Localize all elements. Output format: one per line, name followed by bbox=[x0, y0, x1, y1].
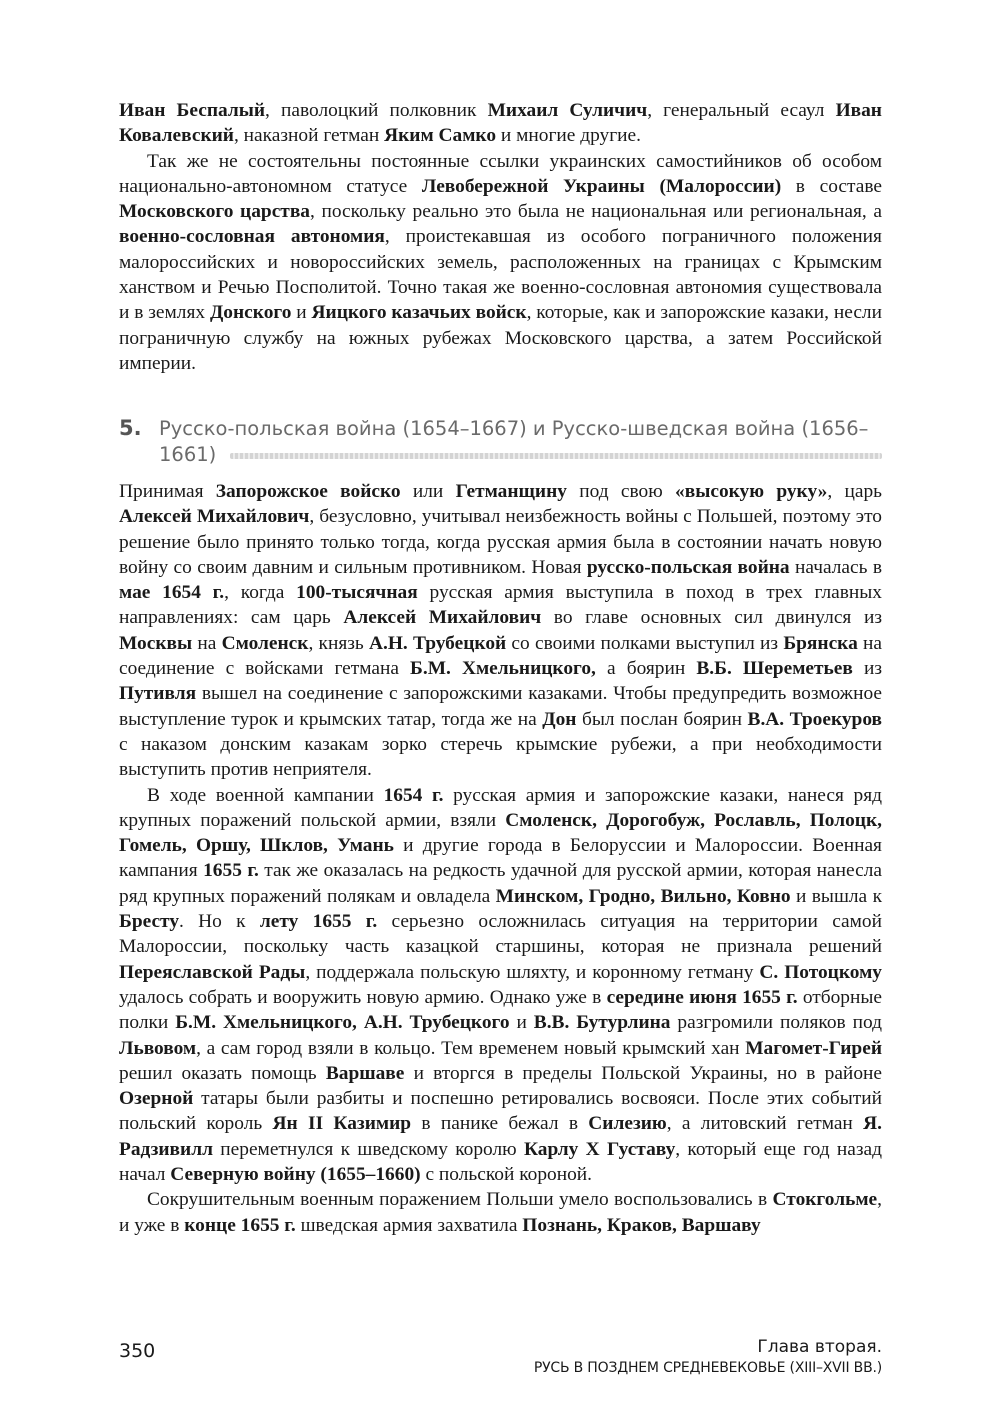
section-heading-line-1 bbox=[119, 415, 882, 442]
bold-term: лету 1655 г. bbox=[259, 911, 378, 933]
bold-term: Ян II Казимир bbox=[272, 1113, 412, 1135]
bold-term: мае 1654 г. bbox=[119, 582, 225, 604]
text-run: , царь bbox=[827, 481, 883, 502]
bold-term: Иван Ковалевский bbox=[119, 100, 882, 147]
bold-term: Дон bbox=[542, 708, 577, 730]
bold-term: Озерной bbox=[119, 1088, 194, 1110]
text-run: на соединение с войсками гетмана bbox=[119, 632, 882, 680]
text-run: , князь bbox=[308, 632, 369, 654]
bold-term: Алексей Михайлович bbox=[119, 506, 310, 528]
text-run: русская армия выступила в поход в трех главных направлениях: сам царь bbox=[119, 582, 882, 629]
text-run: русская армия и запорожские казаки, нанеся ряд крупных поражений польской армии, взяли bbox=[119, 784, 883, 831]
bold-term: Северную войну (1655–1660) bbox=[170, 1164, 421, 1186]
text-run: , проистекавшая из особого пограничного положения малороссийских и новороссийских земель, расположенных на границах с Крымским ханством и Речью Посполитой. Точно такая же военно-сословная автономия существовала и в землях bbox=[119, 226, 882, 324]
text-run: на bbox=[192, 632, 222, 654]
bold-term: Б.М. Хмельницкого, А.Н. Трубецкого bbox=[175, 1012, 510, 1034]
bold-term: конце 1655 г. bbox=[184, 1214, 296, 1236]
bold-term: Москвы bbox=[119, 632, 193, 654]
text-run: под свою bbox=[566, 481, 676, 502]
text-run: , а литовский гетман bbox=[666, 1113, 864, 1135]
bold-term: Б.М. Хмельницкого, bbox=[410, 658, 596, 680]
bold-term: Я. Радзивилл bbox=[119, 1113, 882, 1160]
text-run: переметнулся к шведскому королю bbox=[212, 1138, 524, 1160]
text-run: В ходе военной кампании bbox=[147, 784, 384, 806]
text-run: из bbox=[852, 658, 883, 680]
text-run: татары были разбиты и поспешно ретировались восвояси. После этих событий польский король bbox=[119, 1088, 882, 1135]
bold-term: Донского bbox=[209, 302, 292, 324]
bold-term: Гетманщину bbox=[455, 481, 567, 502]
text-run: , а сам город взяли в кольцо. Тем временем новый крымский хан bbox=[196, 1037, 746, 1059]
text-run: решил оказать помощь bbox=[119, 1062, 326, 1084]
heading-rule bbox=[230, 453, 882, 459]
paragraph bbox=[119, 149, 882, 377]
footer-chapter: Глава вторая. bbox=[757, 1337, 882, 1357]
bold-term: Брянска bbox=[783, 632, 858, 654]
bold-term: Смоленск bbox=[221, 632, 309, 654]
text-run: и bbox=[291, 302, 312, 324]
text-block-main bbox=[119, 479, 882, 1238]
text-run: и bbox=[509, 1012, 534, 1034]
bold-term: Переяславской Рады bbox=[119, 961, 306, 983]
text-block-top bbox=[119, 98, 882, 376]
text-run: во главе основных сил двинулся из bbox=[541, 607, 882, 629]
bold-term: Магомет-Гирей bbox=[745, 1037, 882, 1059]
bold-term: Яицкого казачьих войск bbox=[311, 302, 527, 324]
bold-term: Путивля bbox=[119, 683, 197, 705]
bold-term: «высокую руку» bbox=[675, 481, 828, 502]
bold-term: Михаил Суличич bbox=[487, 100, 648, 121]
text-run: , безусловно, учитывал неизбежность войны с Польшей, поэтому это решение было принято только тогда, когда русская армия была в состоянии начать новую войну со своим давним и сильным противником. Новая bbox=[119, 506, 882, 578]
text-run: разгромили поляков под bbox=[670, 1012, 882, 1034]
text-run: Принимая bbox=[119, 481, 216, 502]
paragraph bbox=[119, 98, 882, 149]
section-number: 5. bbox=[119, 416, 142, 440]
paragraph bbox=[119, 1187, 882, 1238]
bold-term: Силезию bbox=[588, 1113, 667, 1135]
text-run: . Но к bbox=[179, 911, 260, 933]
text-run: и другие города в Белоруссии и Малороссии. Военная кампания bbox=[119, 835, 882, 882]
bold-term: Яким Самко bbox=[384, 125, 497, 147]
text-run: и многие другие. bbox=[496, 125, 642, 147]
text-run: отборные полки bbox=[119, 986, 883, 1034]
bold-term: В.В. Бутурлина bbox=[533, 1012, 671, 1034]
paragraph bbox=[119, 783, 882, 1188]
bold-term: В.А. Троекуров bbox=[747, 708, 883, 730]
text-run: , который еще год назад начал bbox=[119, 1138, 883, 1186]
text-run: , и уже в bbox=[119, 1189, 882, 1236]
text-run: а боярин bbox=[595, 658, 697, 680]
text-run: удалось собрать и вооружить новую армию. Однако уже в bbox=[119, 986, 607, 1008]
text-run: так же оказалась на редкость удачной для русской армии, которая нанесла ряд крупных поражений полякам и овладела bbox=[119, 860, 883, 907]
text-run: со своими полками выступил из bbox=[506, 632, 784, 654]
text-run: , генеральный есаул bbox=[647, 100, 836, 121]
bold-term: Смоленск, Дорогобуж, Рославль, Полоцк, Гомель, Оршу, Шклов, Умань bbox=[119, 809, 882, 857]
text-run: , когда bbox=[224, 582, 297, 604]
text-run: с польской короной. bbox=[420, 1164, 593, 1186]
section-title-line-2: 1661) bbox=[159, 443, 217, 466]
text-run: Сокрушительным военным поражением Польши умело воспользовались в bbox=[147, 1189, 773, 1211]
bold-term: А.Н. Трубецкой bbox=[369, 632, 507, 654]
text-run: шведская армия захватила bbox=[295, 1214, 523, 1236]
text-run: в панике бежал в bbox=[411, 1113, 589, 1135]
text-run: серьезно осложнилась ситуация на территории самой Малороссии, поскольку часть казацкой старшины, которая не признала решений bbox=[119, 911, 882, 958]
section-title-line-1: Русско-польская война (1654–1667) и Русско-шведская война (1656– bbox=[159, 417, 869, 440]
bold-term: Бресту bbox=[119, 911, 180, 933]
bold-term: военно-сословная автономия bbox=[119, 226, 385, 248]
bold-term: 100-тысячная bbox=[296, 582, 418, 604]
bold-term: середине июня 1655 г. bbox=[606, 986, 798, 1008]
bold-term: 1654 г. bbox=[383, 784, 444, 806]
text-run: , которые, как и запорожские казаки, несли пограничную службу на южных рубежах Московского царства, а затем Российской империи. bbox=[119, 302, 882, 374]
bold-term: Стокгольме bbox=[772, 1189, 878, 1211]
paragraph bbox=[119, 479, 882, 783]
running-footer bbox=[534, 1336, 882, 1378]
bold-term: Карлу X Густаву bbox=[523, 1138, 676, 1160]
text-run: и вышла к bbox=[790, 885, 882, 907]
text-run: с наказом донским казакам зорко стеречь крымские рубежи, а при необходимости выступить против неприятеля. bbox=[119, 733, 882, 781]
bold-term: Львовом bbox=[119, 1037, 197, 1059]
bold-term: Иван Беспалый bbox=[119, 100, 266, 121]
text-run: , поскольку реально это была не национальная или региональная, а bbox=[310, 201, 882, 223]
bold-term: Минском, Гродно, Вильно, Ковно bbox=[495, 885, 791, 907]
text-run: в составе bbox=[781, 175, 882, 197]
bold-term: Варшаве bbox=[325, 1062, 405, 1084]
text-run: , поддержала польскую шляхту, и коронному гетману bbox=[305, 961, 760, 983]
bold-term: Познань, Краков, Варшаву bbox=[522, 1214, 761, 1236]
text-run: началась в bbox=[789, 556, 882, 578]
text-run: , наказной гетман bbox=[233, 125, 385, 147]
text-run: или bbox=[400, 481, 456, 502]
text-run: и вторгся в пределы Польской Украины, но в районе bbox=[404, 1062, 882, 1084]
bold-term: 1655 г. bbox=[203, 860, 259, 882]
bold-term: С. Потоцкому bbox=[759, 961, 883, 983]
bold-term: Левобережной Украины (Малороссии) bbox=[421, 175, 782, 197]
text-run: был послан боярин bbox=[576, 708, 748, 730]
text-run: Так же не состоятельны постоянные ссылки украинских самостийников об особом национально-автономном статусе bbox=[119, 150, 882, 197]
section-heading-line-2 bbox=[119, 442, 882, 468]
bold-term: Алексей Михайлович bbox=[343, 607, 542, 629]
bold-term: В.Б. Шереметьев bbox=[696, 658, 853, 680]
text-run: , паволоцкий полковник bbox=[265, 100, 488, 121]
bold-term: Московского царства bbox=[119, 201, 310, 223]
section-heading bbox=[119, 415, 882, 468]
bold-term: Запорожское войско bbox=[215, 481, 401, 502]
page-number: 350 bbox=[119, 1340, 156, 1362]
bold-term: русско-польская война bbox=[586, 556, 790, 578]
footer-subtitle: РУСЬ В ПОЗДНЕМ СРЕДНЕВЕКОВЬЕ (XIII–XVII ВВ.) bbox=[533, 1360, 882, 1376]
text-run: вышел на соединение с запорожскими казаками. Чтобы предупредить возможное выступление турок и крымских татар, тогда же на bbox=[119, 683, 882, 730]
